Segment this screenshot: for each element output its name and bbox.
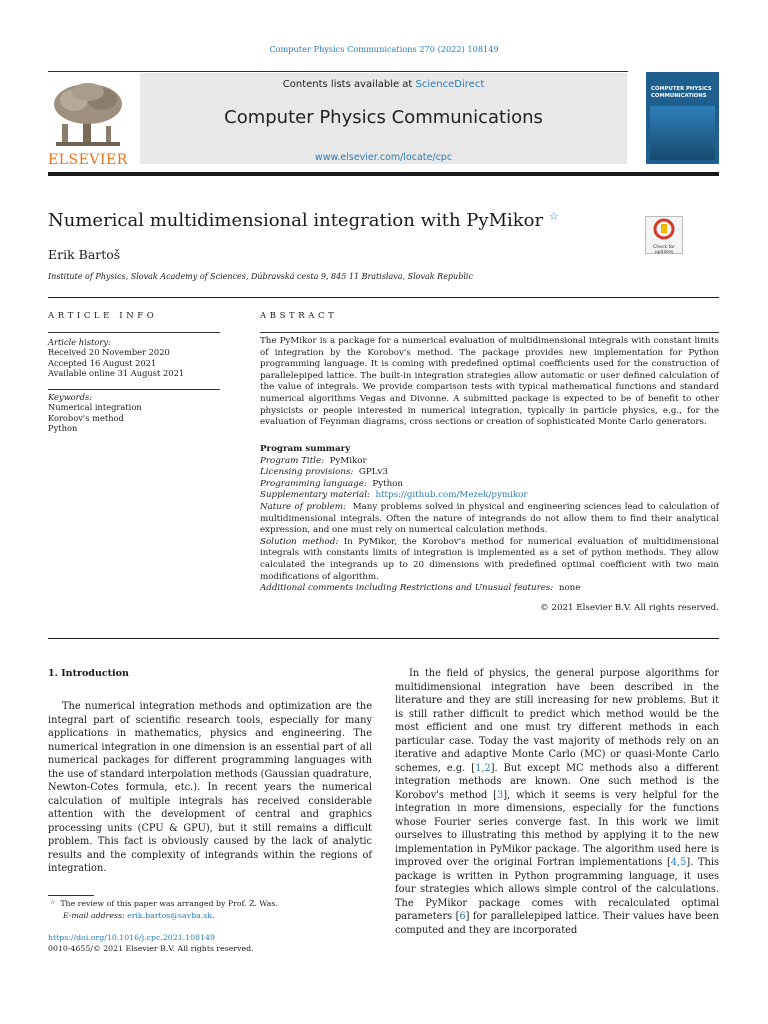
journal-title: Computer Physics Communications: [224, 107, 543, 128]
journal-homepage-link[interactable]: www.elsevier.com/locate/cpc: [314, 152, 453, 163]
summary-licensing: [260, 467, 719, 479]
abstract-text: The PyMikor is a package for a numerical evaluation of multidimensional integrals with constant limits of integration by the Korobov's method. The package provides new implementation for Python programming language. It is coming with predefined optimal coefficients used for the construction of parallelepiped lattice. The built-in integration strategies allow automatic or user defined calculation of the value of integrals. We provide comparison tests with typical mathematical functions and standard numerical algorithms Vegas and Divonne. A submitted package is expected to be of benefit to other physicists or people interested in numerical integration, typically in particle physics, e.g., for the evaluation of Feynman diagrams, cross sections or creation of sophisticated Monte Carlo generators.: [260, 336, 719, 428]
summary-supplementary: [260, 490, 719, 502]
abstract-heading: ABSTRACT: [260, 311, 338, 321]
program-summary: [260, 444, 719, 595]
email-footnote: [63, 911, 215, 920]
journal-masthead: [140, 73, 627, 164]
citation-link[interactable]: 3: [496, 789, 504, 801]
sciencedirect-link[interactable]: ScienceDirect: [415, 79, 485, 90]
article-title-text: Numerical multidimensional integration with PyMikor: [48, 210, 544, 231]
summary-label: Solution method:: [260, 536, 339, 547]
journal-reference-link[interactable]: Computer Physics Communications 270 (2022) 108149: [269, 44, 499, 54]
intro-text: In the field of physics, the general purpose algorithms for multidimensional integration have been described in the literature and they are still increasing for new problems. But it is still rather difficult to predict which method would be the most efficient and one must try different methods in each particular case. Today the vast majority of methods rely on an iterative and adaptive Monte Carlo (MC) or quasi-Monte Carlo schemes, e.g. [: [395, 668, 719, 774]
intro-paragraph-right: [395, 667, 719, 937]
summary-nature: [260, 502, 719, 537]
cover-title: COMPUTER PHYSICS COMMUNICATIONS: [651, 86, 712, 99]
review-footnote: [50, 899, 278, 908]
intro-text: ]. This package is written in Python programming language, it uses four strategies which allows simple control of the calculations. The PyMikor package comes with recalculated optimal parameters [: [395, 857, 719, 922]
article-info-rule: [48, 297, 719, 298]
summary-value: Python: [372, 478, 404, 489]
intro-paragraph-left: The numerical integration methods and optimization are the integral part of scientific research tools, especially for many applications in mathematics, physics and engineering. The numerical integration in one dimension is an essential part of all numerical packages for different programming languages with the use of standard interpolation methods (Gaussian quadrature, Newton-Cotes formula, etc.). In recent years the numerical calculation of multiple integrals has received considerable attention with the development of central and graphics processing units (CPU & GPU), but it still remains a difficult problem. This fact is obviously caused by the lack of analytic results and the complexity of integrands within the regions of integration.: [48, 701, 372, 874]
intro-text: ]. But except MC methods also a different integration methods are known. One such method is the Korobov's method [: [395, 762, 719, 801]
citation-link[interactable]: 1,2: [475, 762, 491, 774]
summary-label: Program Title:: [260, 455, 325, 466]
header-top-rule: [48, 71, 628, 72]
summary-solution: [260, 537, 719, 583]
author-name: Erik Bartoš: [48, 247, 121, 262]
issn-copyright: 0010-4655/© 2021 Elsevier B.V. All rights reserved.: [48, 944, 254, 953]
copyright-notice: © 2021 Elsevier B.V. All rights reserved.: [539, 603, 719, 613]
article-history: [48, 337, 220, 379]
title-footnote-mark[interactable]: ☆: [548, 210, 559, 223]
article-info-rule-top: [48, 332, 220, 333]
footnote-text: The review of this paper was arranged by Prof. Z. Was.: [60, 899, 278, 908]
cover-artwork: [650, 106, 715, 160]
summary-label: Additional comments including Restrictions and Unusual features:: [260, 583, 554, 594]
email-label: E-mail address:: [63, 911, 125, 920]
summary-language: [260, 479, 719, 491]
check-updates-label: Check for updates: [653, 245, 675, 255]
footnote-period: .: [212, 911, 215, 920]
article-info-heading: ARTICLE INFO: [48, 311, 158, 321]
introduction-heading: 1. Introduction: [48, 668, 129, 679]
footnote-rule: [48, 895, 94, 896]
summary-value: PyMikor: [329, 455, 367, 466]
keyword: Korobov's method: [48, 412, 124, 423]
abstract-rule: [260, 332, 719, 333]
check-updates-icon: [646, 217, 682, 241]
contents-line: [140, 79, 627, 90]
author-email-link[interactable]: erik.bartos@savba.sk: [127, 911, 213, 920]
citation-link[interactable]: 6: [459, 911, 466, 922]
received-date: Received 20 November 2020: [48, 347, 170, 358]
citation-link[interactable]: 4,5: [670, 857, 687, 868]
elsevier-logo: [48, 80, 128, 166]
summary-value: In PyMikor, the Korobov's method for numerical evaluation of multidimensional integrals with constants limits of integration is implemented as a set of python methods. They allow calculated the integrands up to 20 dimensions with predefined optimal coefficient with two main modifications of algorithm.: [260, 536, 719, 582]
footnote-mark: ☆: [50, 899, 56, 906]
summary-label: Licensing provisions:: [260, 467, 354, 478]
header-thick-rule: [48, 172, 719, 176]
author-affiliation: Institute of Physics, Slovak Academy of Sciences, Dúbravská cesta 9, 845 11 Bratislava, Slovak Republic: [48, 272, 473, 281]
accepted-date: Accepted 16 August 2021: [48, 357, 157, 368]
intro-text: ], which it seems is very helpful for the integration in more dimensions, especially for the functions whose Fourier series converge fast. In this work we limit ourselves to illustrating this method by applying it to the new implementation in PyMikor package. The algorithm used here is improved over the original Fortran implementations [: [395, 789, 720, 868]
keywords: [48, 392, 220, 434]
article-title: [48, 210, 559, 231]
summary-label: Nature of problem:: [260, 501, 346, 512]
keyword: Numerical integration: [48, 402, 142, 413]
keywords-label: Keywords:: [48, 392, 93, 402]
history-label: Article history:: [48, 337, 111, 347]
keyword: Python: [48, 423, 78, 434]
journal-cover-image: [646, 72, 719, 164]
program-summary-heading: Program summary: [260, 444, 351, 454]
elsevier-tree-icon: [48, 80, 128, 150]
online-date: Available online 31 August 2021: [48, 368, 185, 379]
summary-program-title: [260, 456, 719, 468]
summary-comments: [260, 583, 719, 595]
body-rule: [48, 638, 719, 639]
intro-text: ] for parallelepiped lattice. Their values have been computed and they are incorporated: [395, 911, 719, 936]
elsevier-wordmark: ELSEVIER: [48, 152, 128, 168]
doi-link[interactable]: https://doi.org/10.1016/j.cpc.2021.108149: [48, 933, 215, 942]
article-info-rule-mid: [48, 389, 220, 390]
check-for-updates-button[interactable]: [645, 216, 683, 254]
summary-value: Many problems solved in physical and engineering sciences lead to calculation of multidimensional integrals. Often the nature of integrands do not allow them to find their analytical expression, and one must rely on numerical calculation methods.: [260, 501, 719, 536]
contents-prefix: Contents lists available at: [282, 79, 416, 90]
summary-value: none: [558, 583, 581, 594]
summary-label: Programming language:: [260, 478, 367, 489]
github-link[interactable]: https://github.com/Mezek/pymikor: [375, 490, 528, 501]
summary-label: Supplementary material:: [260, 490, 370, 501]
summary-value: GPLv3: [358, 467, 388, 478]
